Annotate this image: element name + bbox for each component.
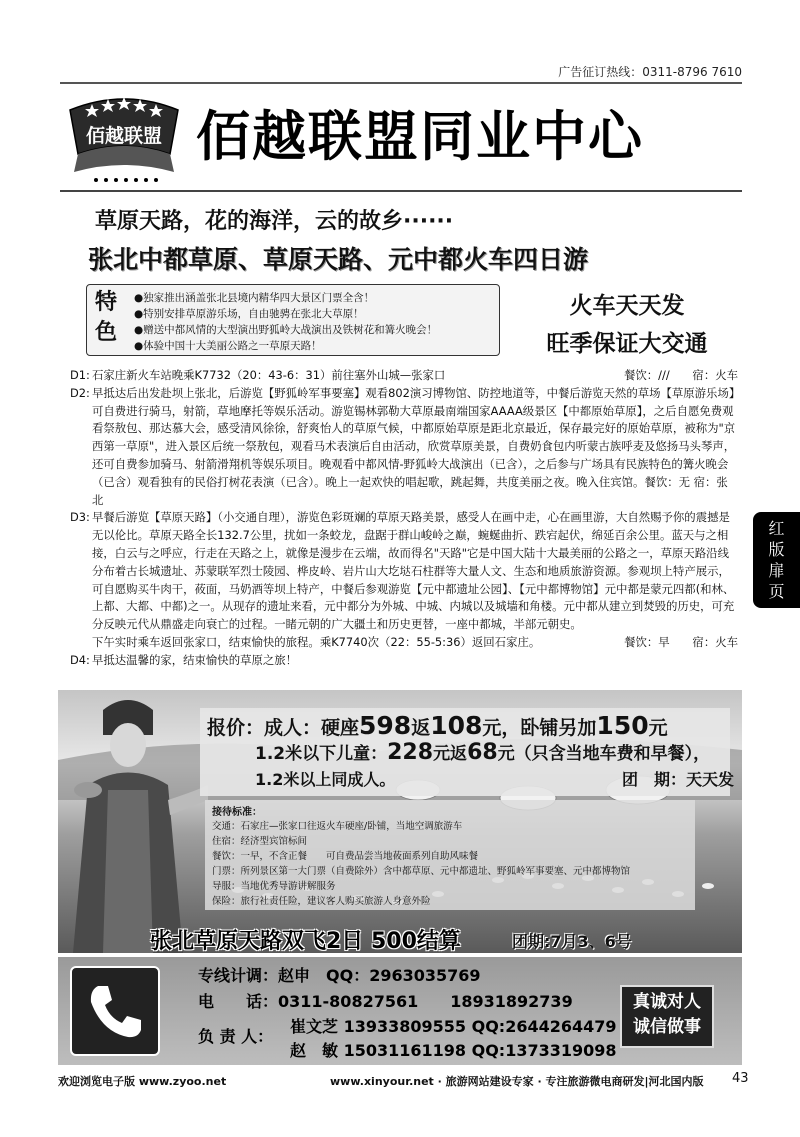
sleeper-extra: 150	[596, 711, 649, 740]
itinerary	[70, 367, 738, 670]
day-text: 石家庄新火车站晚乘K7732（20：43-6：31）前往塞外山城—张家口	[92, 368, 446, 382]
standard-item: 导服：当地优秀导游讲解服务	[212, 881, 336, 892]
child-price: 228	[387, 740, 434, 765]
side-tab-char: 扉	[768, 561, 785, 580]
train-slogan-line: 旺季保证大交通	[546, 331, 708, 357]
adult-price: 598	[359, 711, 412, 740]
center-name: 佰越联盟同业中心	[196, 105, 644, 168]
itinerary-day	[70, 652, 738, 670]
day-label: D3:	[70, 510, 90, 525]
train-slogan	[522, 287, 732, 363]
feature-item: ●体验中国十大美丽公路之一草原天路！	[134, 340, 322, 352]
contact-phone: 电 话：0311-80827561 18931892739	[198, 992, 573, 1011]
standard-item: 住宿：经济型宾馆标间	[212, 836, 308, 847]
footer-left: 欢迎浏览电子版 www.zyoo.net	[58, 1075, 227, 1088]
group-schedule: 团 期：天天发	[622, 770, 735, 789]
child-note: 元（只含当地车费和早餐），	[497, 744, 711, 764]
rebate-label: 返	[411, 717, 431, 739]
sleeper-label: 元，卧铺另加	[482, 717, 597, 739]
header-divider	[60, 82, 742, 84]
side-section-tab	[753, 512, 800, 608]
price-adult	[207, 711, 668, 740]
slogan: 草原天路，花的海洋，云的故乡······	[95, 209, 454, 234]
itinerary-day	[70, 634, 738, 652]
price-child	[255, 739, 710, 765]
standard-item: 交通：石家庄—张家口往返火车硬座/卧铺，当地空调旅游车	[212, 821, 463, 832]
standards-title: 接待标准：	[212, 807, 262, 818]
price-prefix: 报价：成人：硬座	[207, 717, 360, 739]
mongolian-woman-figure	[58, 690, 208, 953]
day-text: 早抵达后出发赴坝上张北，后游览【野狐岭军事要塞】观看802演习博物馆、防控地道等，中餐后游览天然的草场【草原游乐场】可自费进行骑马，射箭，草地摩托等娱乐活动。游览锡林郭勒大草原最南端国家AAAA级景区【中都原始草原】，之后自愿免费观看祭敖包、那达慕大会，感受清风徐徐，舒爽怡人的草原气候，中都原始草原是距北京最近，保存最完好的原始草原，被称为"京西第一草原"，进入景区后统一祭敖包，观看马术表演后自由活动，欣赏草原美景，自费奶食包内听蒙古族呼麦及悠扬马头琴声，还可自费参加骑马、射箭滑翔机等娱乐项目。晚观看中都风情-野狐岭大战演出（已含），之后参与广场具有民族特色的篝火晚会（已含）观看独有的民俗打树花表演（已含）。晚上一起欢快的唱起歌，跳起舞，共度美丽之夜。晚入住宾馆。餐饮：无 宿：张北	[92, 385, 736, 507]
contact-dispatcher: 专线计调：赵申 QQ：2963035769	[198, 966, 481, 985]
child-rebate-label: 元返	[433, 744, 468, 764]
side-tab-char: 页	[768, 582, 785, 601]
day-text: 下午实时乘车返回张家口，结束愉快的旅程。乘K7740次（22：55-5:36）返回石家庄。	[92, 634, 541, 649]
badge-line: 诚信做事	[633, 1017, 701, 1037]
child-label: 1.2米以下儿童：	[255, 744, 388, 764]
side-tab-char: 红	[768, 519, 785, 538]
price-over-height: 1.2米以上同成人。	[255, 770, 396, 789]
itinerary-day	[70, 509, 738, 634]
day-meals: 餐饮：早 宿：火车	[624, 634, 738, 649]
standard-item: 餐饮：一早，不含正餐 可自费品尝当地莜面系列自助风味餐	[212, 851, 479, 862]
feature-item: ●独家推出涵盖张北县境内精华四大景区门票全含！	[134, 292, 375, 304]
side-tab-char: 版	[768, 540, 785, 559]
day-label: D4:	[70, 652, 90, 667]
integrity-badge	[620, 985, 714, 1048]
train-slogan-line: 火车天天发	[569, 293, 685, 319]
logo-text: 佰越联盟	[85, 125, 163, 147]
contact-resp-2: 赵 敏 15031161198 QQ:1373319098	[290, 1041, 617, 1060]
baiyue-logo	[62, 92, 186, 186]
child-rebate: 68	[467, 740, 498, 765]
promo-dates: 团期:7月3、6号	[512, 932, 632, 951]
standard-item: 保险：旅行社责任险，建议客人购买旅游人身意外险	[212, 896, 431, 907]
promo-banner: 张北草原天路双飞2日 500结算	[150, 929, 461, 954]
day-label: D1:	[70, 368, 90, 382]
badge-line: 真诚对人	[633, 992, 701, 1012]
day-text: 早餐后游览【草原天路】（小交通自理），游览色彩斑斓的草原天路美景，感受人在画中走，心在画里游，大自然赐予你的震撼是无以伦比。草原天路全长132.7公里，扰如一条蛟龙，盘踞于群山峻岭之巅，蜿蜒曲折、跌宕起伏，绵延百余公里。蓝天与之相接，白云与之呼应，行走在天路之上，就像是漫步在云端，故而得名"天路"它是中国大陆十大最美丽的公路之一，草原天路沿线分布着古长城遗址、苏蒙联军烈士陵园、桦皮岭、岩片山大圪垯石柱群等大量人文、生态和地质旅游资源。参观坝上特产展示，可自愿购买牛肉干，莜面，马奶酒等坝上特产，中餐后参观游览【元中都遗址公园】、【元中都博物馆】元中都是蒙元四都(和林、上都、大都、中都)之一。从现存的遗址来看，元中都分为外城、中城、内城以及城墙和角楼。元中都从建立到焚毁的历史，可充分反映元代从鼎盛走向衰亡的过程。一睹元朝的广大疆土和历史更替，一座中都城，半部元朝史。	[92, 510, 735, 632]
feature-tag: 特色	[94, 290, 117, 345]
page-number: 43	[732, 1071, 749, 1086]
phone-icon	[70, 966, 160, 1056]
day-text: 早抵达温馨的家，结束愉快的草原之旅！	[92, 652, 298, 667]
price-suffix: 元	[648, 717, 668, 739]
itinerary-day	[70, 367, 738, 385]
contact-resp-1: 崔文芝 13933809555 QQ:2644264479	[290, 1017, 617, 1036]
adult-rebate: 108	[430, 711, 483, 740]
feature-item: ●赠送中都风情的大型演出野狐岭大战演出及铁树花和篝火晚会！	[134, 324, 438, 336]
standard-item: 门票：所列景区第一大门票（自费除外）含中都草原、元中都遗址、野狐岭军事要塞、元中都博物馆	[212, 866, 631, 877]
itinerary-day	[70, 385, 738, 510]
contact-resp-label: 负 责 人：	[198, 1027, 274, 1046]
feature-item: ●特别安排草原游乐场，自由驰骋在张北大草原！	[134, 308, 364, 320]
day-label: D2:	[70, 385, 90, 400]
ad-hotline: 广告征订热线：0311-8796 7610	[558, 65, 742, 79]
route-title: 张北中都草原、草原天路、元中都火车四日游	[88, 245, 589, 274]
footer-right: www.xinyour.net · 旅游网站建设专家 · 专注旅游微电商研发|河北国内版	[330, 1075, 704, 1088]
day-meals: 餐饮：/// 宿：火车	[623, 368, 738, 382]
